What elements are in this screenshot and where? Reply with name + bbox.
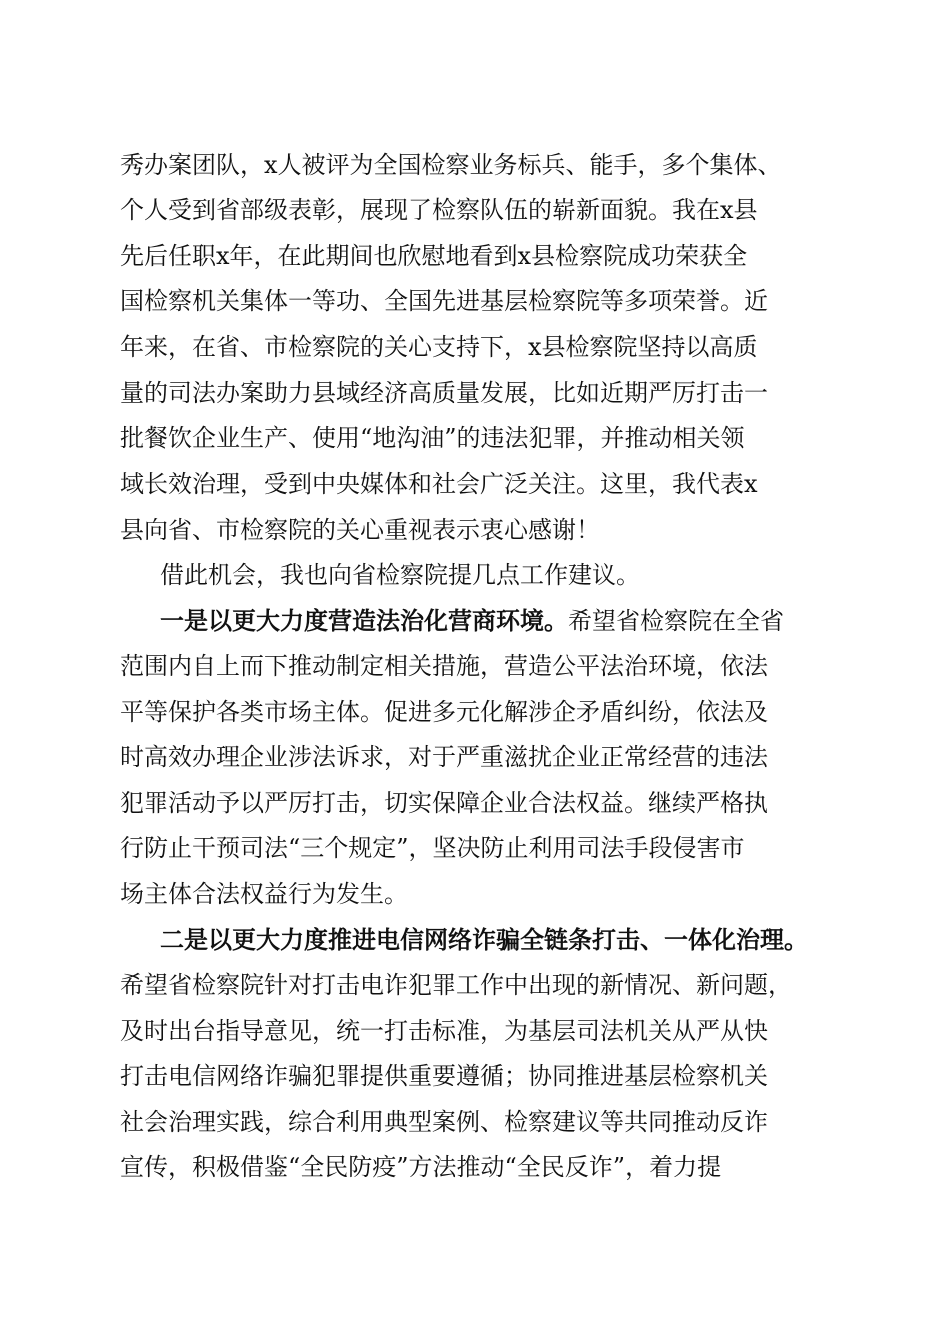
suggestion-one-heading: 一是以更大力度营造法治化营商环境。 bbox=[160, 606, 568, 635]
text-line: 范围内自上而下推动制定相关措施，营造公平法治环境，依法 bbox=[120, 652, 768, 680]
text-line: 打击电信网络诈骗犯罪提供重要遵循；协同推进基层检察机关 bbox=[120, 1062, 768, 1090]
text-line: 希望省检察院针对打击电诈犯罪工作中出现的新情况、新问题， bbox=[120, 971, 792, 999]
paragraph-intro-line: 借此机会，我也向省检察院提几点工作建议。 bbox=[160, 561, 640, 589]
text-line: 平等保护各类市场主体。促进多元化解涉企矛盾纠纷，依法及 bbox=[120, 698, 768, 726]
text-line: 场主体合法权益行为发生。 bbox=[120, 880, 408, 908]
text-line: 行防止干预司法“三个规定”，坚决防止利用司法手段侵害市 bbox=[120, 834, 745, 862]
text-line: 量的司法办案助力县域经济高质量发展，比如近期严厉打击一 bbox=[120, 379, 768, 407]
text-line: 先后任职x年，在此期间也欣慰地看到x县检察院成功荣获全 bbox=[120, 242, 748, 270]
text-line: 社会治理实践，综合利用典型案例、检察建议等共同推动反诈 bbox=[120, 1108, 768, 1136]
text-line: 宣传，积极借鉴“全民防疫”方法推动“全民反诈”，着力提 bbox=[120, 1153, 722, 1181]
suggestion-one-line bbox=[0, 601, 950, 641]
text-line: 国检察机关集体一等功、全国先进基层检察院等多项荣誉。近 bbox=[120, 287, 768, 315]
text-line: 时高效办理企业涉法诉求，对于严重滋扰企业正常经营的违法 bbox=[120, 743, 768, 771]
text-line: 批餐饮企业生产、使用“地沟油”的违法犯罪，并推动相关领 bbox=[120, 424, 745, 452]
text-line: 秀办案团队，x人被评为全国检察业务标兵、能手，多个集体、 bbox=[120, 151, 782, 179]
suggestion-one-text: 希望省检察院在全省 bbox=[568, 607, 784, 635]
text-line: 域长效治理，受到中央媒体和社会广泛关注。这里，我代表x bbox=[120, 470, 758, 498]
suggestion-two-heading: 二是以更大力度推进电信网络诈骗全链条打击、一体化治理。 bbox=[160, 925, 808, 954]
text-line: 年来，在省、市检察院的关心支持下，x县检察院坚持以高质 bbox=[120, 333, 758, 361]
text-line: 县向省、市检察院的关心重视表示衷心感谢！ bbox=[120, 516, 600, 544]
text-line: 犯罪活动予以严厉打击，切实保障企业合法权益。继续严格执 bbox=[120, 789, 768, 817]
text-line: 及时出台指导意见，统一打击标准，为基层司法机关从严从快 bbox=[120, 1017, 768, 1045]
text-line: 个人受到省部级表彰，展现了检察队伍的崭新面貌。我在x县 bbox=[120, 196, 758, 224]
